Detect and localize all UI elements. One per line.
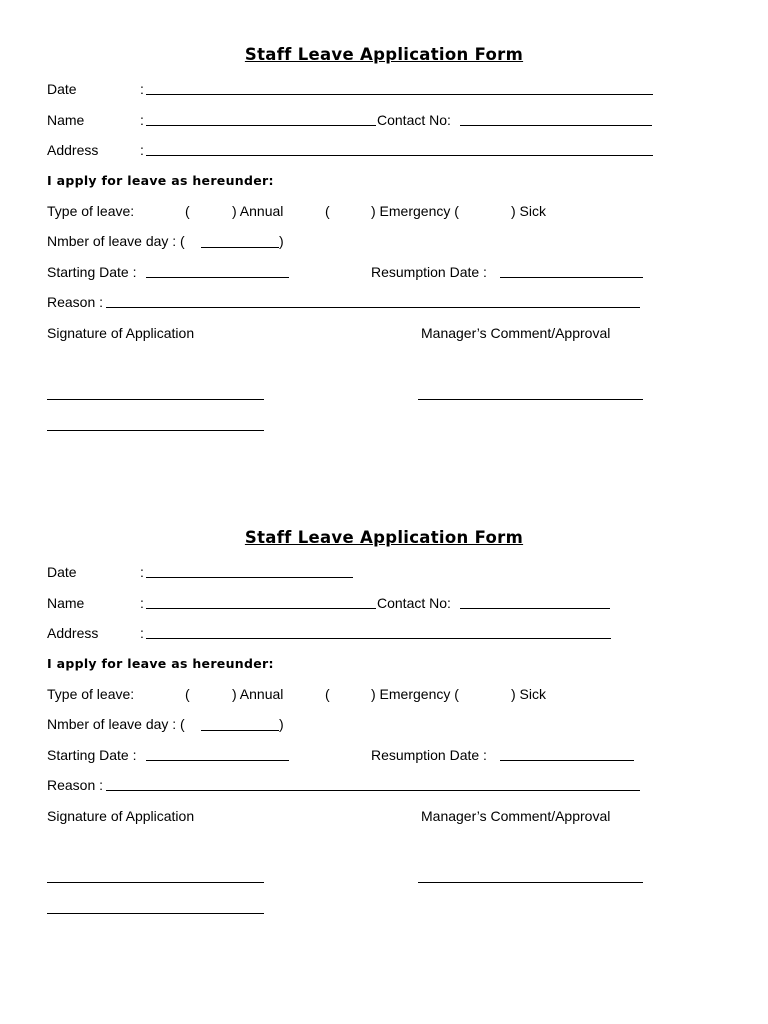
emergency-checkbox-open[interactable]: ( [325, 686, 330, 702]
address-colon: : [140, 625, 144, 641]
name-colon: : [140, 112, 144, 128]
leave-form-2 [0, 483, 768, 963]
contact-label: Contact No: [377, 595, 451, 611]
manager-approval-line[interactable] [418, 882, 643, 883]
leave-form-1 [0, 0, 768, 480]
reason-label: Reason : [47, 777, 104, 793]
name-label: Name [47, 112, 85, 128]
signature-line-1[interactable] [47, 882, 264, 883]
signature-label: Signature of Application [47, 325, 195, 341]
address-label: Address [47, 142, 99, 158]
apply-heading: I apply for leave as hereunder: [47, 173, 274, 188]
starting-date-label: Starting Date : [47, 264, 137, 280]
type-of-leave-label: Type of leave: [47, 686, 135, 702]
annual-checkbox-open[interactable]: ( [185, 203, 190, 219]
date-field-line[interactable] [146, 94, 653, 95]
address-colon: : [140, 142, 144, 158]
manager-comment-label: Manager’s Comment/Approval [421, 325, 611, 341]
leave-days-label: Nmber of leave day : ( [47, 233, 185, 249]
date-colon: : [140, 81, 144, 97]
form-title: Staff Leave Application Form [244, 45, 524, 64]
name-field-line[interactable] [146, 125, 376, 126]
resumption-date-field-line[interactable] [500, 277, 643, 278]
starting-date-field-line[interactable] [146, 277, 289, 278]
manager-comment-label: Manager’s Comment/Approval [421, 808, 611, 824]
signature-line-2[interactable] [47, 430, 264, 431]
starting-date-field-line[interactable] [146, 760, 289, 761]
name-colon: : [140, 595, 144, 611]
emergency-label: ) Emergency ( [371, 203, 459, 219]
annual-label: ) Annual [232, 686, 284, 702]
name-label: Name [47, 595, 85, 611]
sick-label: ) Sick [511, 203, 546, 219]
manager-approval-line[interactable] [418, 399, 643, 400]
date-field-line[interactable] [146, 577, 353, 578]
leave-days-close: ) [279, 233, 284, 249]
name-field-line[interactable] [146, 608, 376, 609]
reason-field-line[interactable] [106, 307, 640, 308]
signature-line-2[interactable] [47, 913, 264, 914]
resumption-date-label: Resumption Date : [371, 747, 487, 763]
annual-checkbox-open[interactable]: ( [185, 686, 190, 702]
leave-days-field-line[interactable] [201, 730, 279, 731]
contact-label: Contact No: [377, 112, 451, 128]
date-label: Date [47, 81, 77, 97]
date-colon: : [140, 564, 144, 580]
emergency-checkbox-open[interactable]: ( [325, 203, 330, 219]
sick-label: ) Sick [511, 686, 546, 702]
leave-days-label: Nmber of leave day : ( [47, 716, 185, 732]
signature-line-1[interactable] [47, 399, 264, 400]
leave-days-field-line[interactable] [201, 247, 279, 248]
starting-date-label: Starting Date : [47, 747, 137, 763]
resumption-date-field-line[interactable] [500, 760, 634, 761]
date-label: Date [47, 564, 77, 580]
form-title: Staff Leave Application Form [244, 528, 524, 547]
address-field-line[interactable] [146, 638, 611, 639]
signature-label: Signature of Application [47, 808, 195, 824]
emergency-label: ) Emergency ( [371, 686, 459, 702]
contact-field-line[interactable] [460, 125, 652, 126]
type-of-leave-label: Type of leave: [47, 203, 135, 219]
annual-label: ) Annual [232, 203, 284, 219]
leave-days-close: ) [279, 716, 284, 732]
apply-heading: I apply for leave as hereunder: [47, 656, 274, 671]
reason-field-line[interactable] [106, 790, 640, 791]
reason-label: Reason : [47, 294, 104, 310]
resumption-date-label: Resumption Date : [371, 264, 487, 280]
contact-field-line[interactable] [460, 608, 610, 609]
address-label: Address [47, 625, 99, 641]
address-field-line[interactable] [146, 155, 653, 156]
